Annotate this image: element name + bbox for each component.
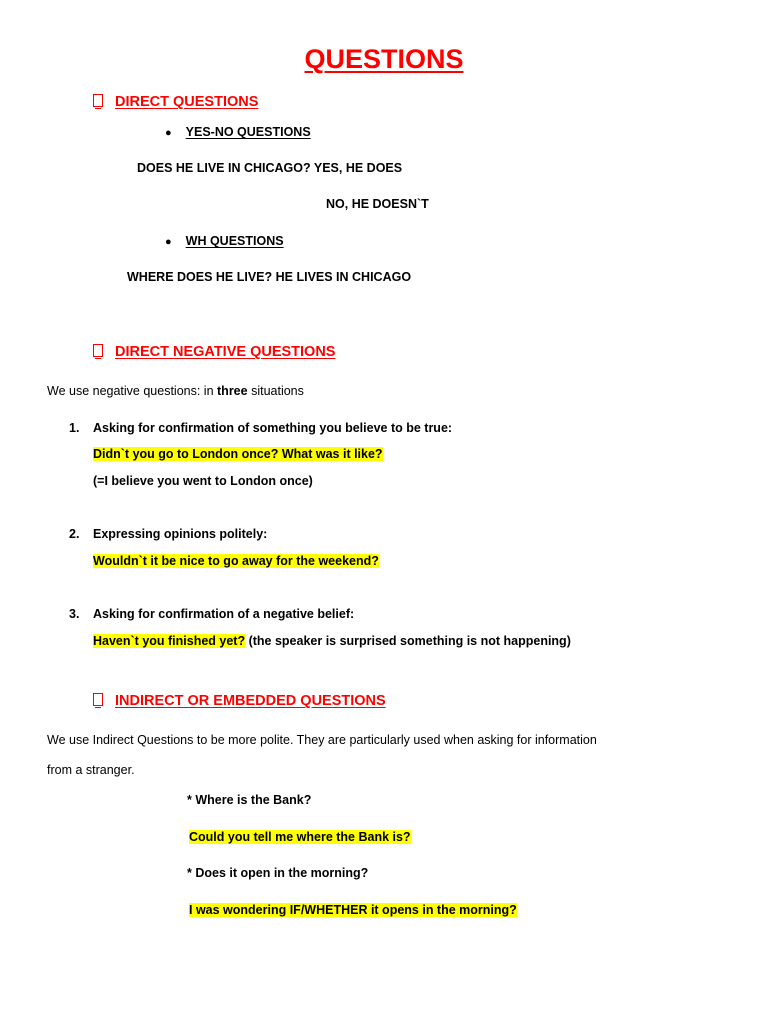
wh-label xyxy=(165,234,284,248)
yes-no-example: DOES HE LIVE IN CHICAGO? YES, HE DOES xyxy=(137,161,403,175)
example-sentence xyxy=(93,447,383,461)
negative-intro-bold: three xyxy=(217,384,248,398)
section-heading-negative-text: DIRECT NEGATIVE QUESTIONS xyxy=(115,344,336,360)
checkbox-glyph-icon xyxy=(93,94,103,107)
example-sentence xyxy=(93,554,379,568)
example-sentence xyxy=(93,634,571,648)
direct-question-example: * Where is the Bank? xyxy=(187,793,312,807)
highlighted-example: Haven`t you finished yet? xyxy=(93,634,246,648)
list-item-number: 3. xyxy=(69,607,80,621)
example-note: (=I believe you went to London once) xyxy=(93,474,313,488)
section-heading-direct-text: DIRECT QUESTIONS xyxy=(115,94,259,110)
checkbox-glyph-icon xyxy=(93,693,103,706)
section-heading-indirect-text: INDIRECT OR EMBEDDED QUESTIONS xyxy=(115,693,386,709)
highlighted-example: I was wondering IF/WHETHER it opens in the morning? xyxy=(189,903,517,917)
list-item xyxy=(69,421,452,435)
section-heading-negative xyxy=(93,344,335,360)
highlighted-example: Wouldn`t it be nice to go away for the weekend? xyxy=(93,554,379,568)
negative-intro-before: We use negative questions: in xyxy=(47,384,218,398)
section-heading-indirect xyxy=(93,693,386,709)
page-title: QUESTIONS xyxy=(304,44,464,74)
negative-intro-after: situations xyxy=(247,384,304,398)
indirect-question-example xyxy=(189,830,411,844)
bullet-icon: ● xyxy=(165,236,172,248)
negative-intro xyxy=(47,384,304,398)
yes-no-answer-negative: NO, HE DOESN`T xyxy=(326,197,429,211)
wh-example: WHERE DOES HE LIVE? HE LIVES IN CHICAGO xyxy=(127,270,412,284)
list-item-number: 2. xyxy=(69,527,80,541)
section-heading-direct xyxy=(93,94,258,110)
list-item xyxy=(69,607,354,621)
indirect-question-example xyxy=(189,903,517,917)
list-item-label: Expressing opinions politely: xyxy=(93,527,268,541)
highlighted-example: Didn`t you go to London once? What was it like? xyxy=(93,447,383,461)
yes-no-label xyxy=(165,125,311,139)
direct-question-example: * Does it open in the morning? xyxy=(187,866,369,880)
list-item-number: 1. xyxy=(69,421,80,435)
checkbox-glyph-icon xyxy=(93,344,103,357)
indirect-intro-line1: We use Indirect Questions to be more polite. They are particularly used when asking for information xyxy=(47,733,597,747)
indirect-intro-line2: from a stranger. xyxy=(47,763,135,777)
list-item-label: Asking for confirmation of a negative belief: xyxy=(93,607,355,621)
list-item-label: Asking for confirmation of something you believe to be true: xyxy=(93,421,453,435)
list-item xyxy=(69,527,267,541)
highlighted-example: Could you tell me where the Bank is? xyxy=(189,830,411,844)
bullet-icon: ● xyxy=(165,127,172,139)
example-note: (the speaker is surprised something is not happening) xyxy=(245,634,571,648)
yes-no-label-text: YES-NO QUESTIONS xyxy=(185,125,311,139)
wh-label-text: WH QUESTIONS xyxy=(185,234,284,248)
